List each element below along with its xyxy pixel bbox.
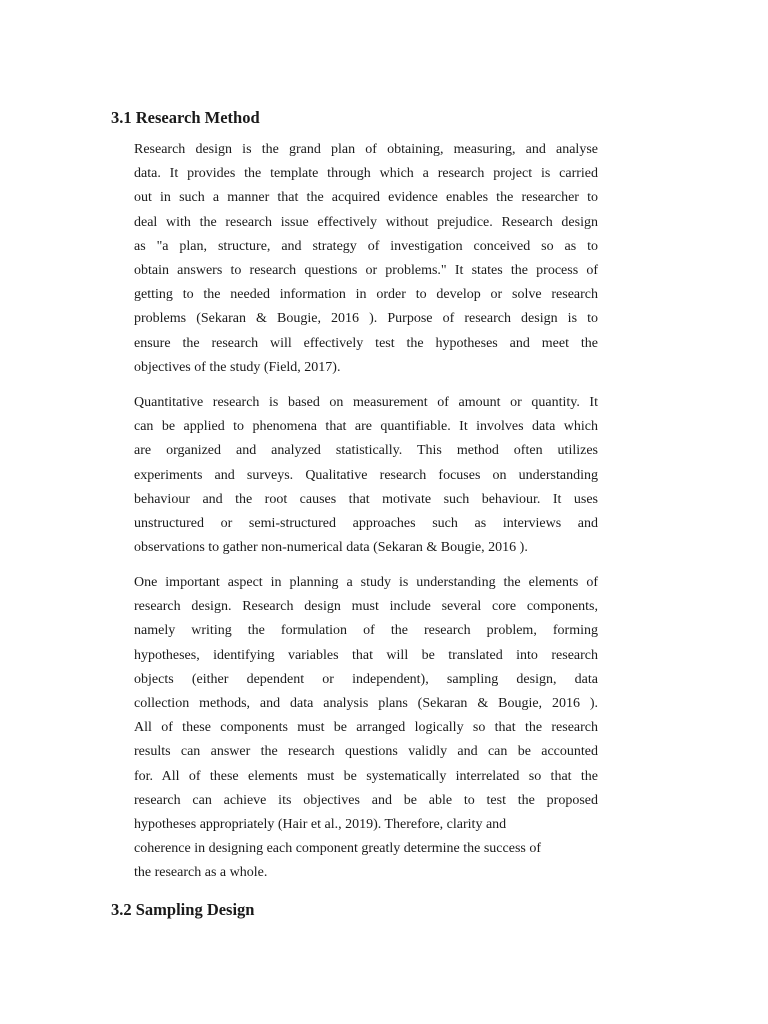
paragraph-line: One important aspect in planning a study is understanding the elements of <box>134 575 598 590</box>
paragraph-line: getting to the needed information in order to develop or solve research <box>134 287 598 303</box>
paragraph-line: are organized and analyzed statistically. This method often utilizes <box>134 443 598 459</box>
paragraph-line: hypotheses, identifying variables that will be translated into research <box>134 647 598 663</box>
paragraph-line: namely writing the formulation of the research problem, forming <box>134 623 598 639</box>
paragraph-line: ensure the research will effectively test the hypotheses and meet the <box>134 335 598 351</box>
paragraph-line: results can answer the research questions validly and can be accounted <box>134 744 598 760</box>
paragraph-line: research design. Research design must include several core components, <box>134 599 598 615</box>
paragraph-line: hypotheses appropriately (Hair et al., 2019). Therefore, clarity and <box>134 817 507 833</box>
paragraph-line: as "a plan, structure, and strategy of investigation conceived so as to <box>134 238 598 254</box>
paragraph-line: data. It provides the template through which a research project is carried <box>134 166 598 182</box>
paragraph-line: All of these components must be arranged logically so that the research <box>134 720 598 736</box>
paragraph-line: objects (either dependent or independent), sampling design, data <box>134 671 598 687</box>
paragraph-line: for. All of these elements must be systematically interrelated so that the <box>134 768 598 784</box>
paragraph-line: observations to gather non-numerical data (Sekaran & Bougie, 2016 ). <box>134 540 528 556</box>
paragraph-line: behaviour and the root causes that motivate such behaviour. It uses <box>134 491 598 507</box>
paragraph-design-elements <box>134 571 598 886</box>
paragraph-line: unstructured or semi-structured approaches such as interviews and <box>134 516 598 532</box>
paragraph-line: obtain answers to research questions or problems." It states the process of <box>134 263 598 279</box>
paragraph-line: research can achieve its objectives and be able to test the proposed <box>134 792 598 808</box>
paragraph-line: Quantitative research is based on measurement of amount or quantity. It <box>134 395 598 410</box>
paragraph-line: problems (Sekaran & Bougie, 2016 ). Purpose of research design is to <box>134 311 598 327</box>
paragraph-line: coherence in designing each component greatly determine the success of <box>134 841 542 857</box>
paragraph-line: objectives of the study (Field, 2017). <box>134 359 341 375</box>
paragraph-line: out in such a manner that the acquired evidence enables the researcher to <box>134 190 598 206</box>
paragraph-line: can be applied to phenomena that are quantifiable. It involves data which <box>134 419 598 435</box>
paragraph-line: the research as a whole. <box>134 865 268 881</box>
paragraph-quantitative-qualitative <box>134 391 598 560</box>
paragraph-research-design <box>134 138 598 380</box>
paragraph-line: collection methods, and data analysis plans (Sekaran & Bougie, 2016 ). <box>134 696 598 712</box>
paragraph-line: deal with the research issue effectively without prejudice. Research design <box>134 214 598 230</box>
paragraph-line: Research design is the grand plan of obtaining, measuring, and analyse <box>134 142 598 157</box>
paragraph-line: experiments and surveys. Qualitative research focuses on understanding <box>134 467 598 483</box>
section-heading-research-method: 3.1 Research Method <box>111 108 260 127</box>
section-heading-sampling-design: 3.2 Sampling Design <box>111 900 255 919</box>
